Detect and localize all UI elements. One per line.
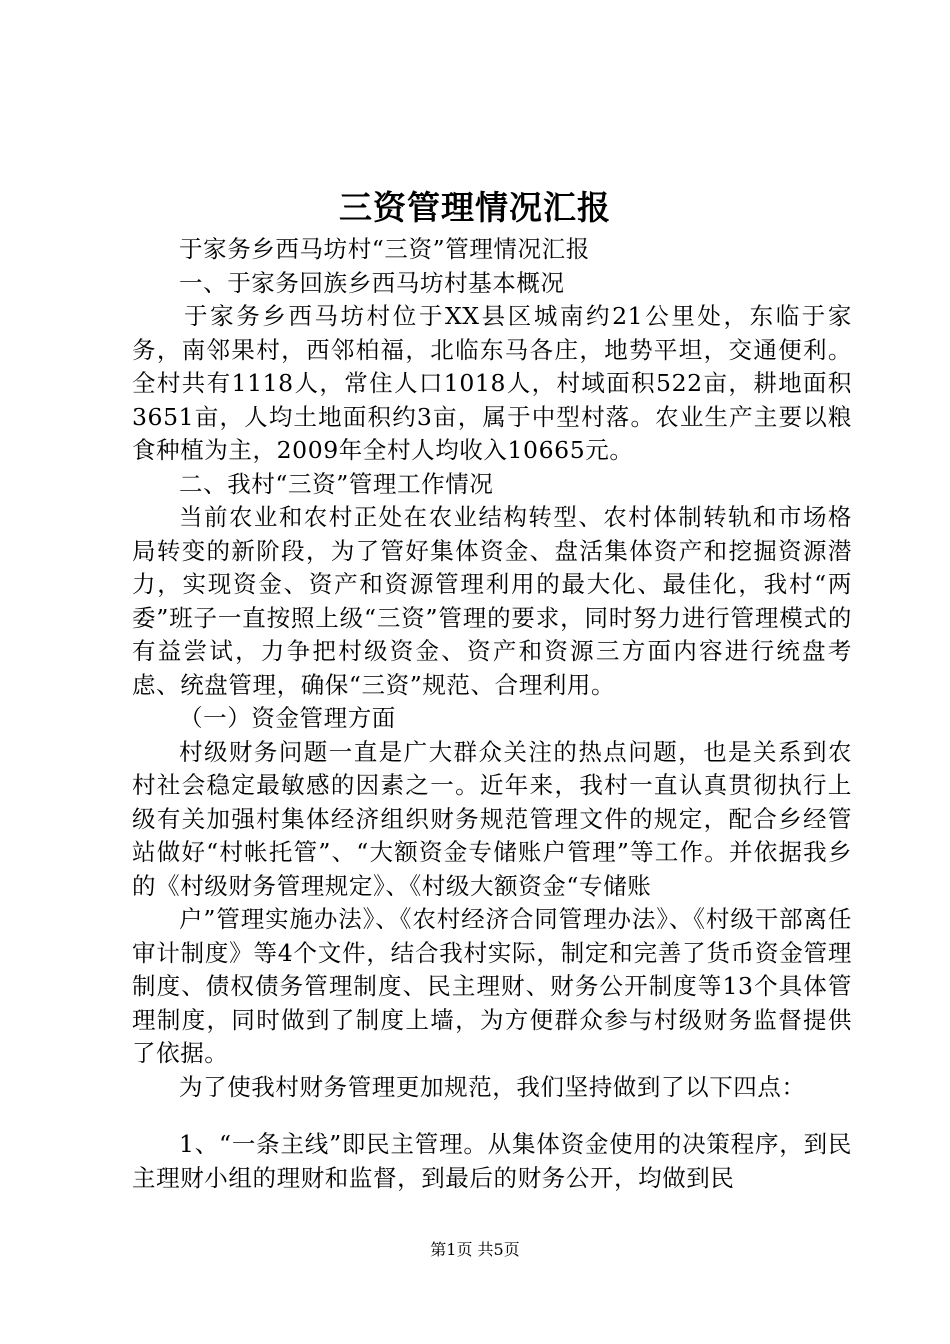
paragraph-point-one: 1、“一条主线”即民主管理。从集体资金使用的决策程序，到民主理财小组的理财和监督，到最后的财务公开，均做到民 — [132, 1130, 852, 1192]
paragraph-report-heading: 于家务乡西马坊村“三资”管理情况汇报 — [179, 235, 590, 263]
document-title: 三资管理情况汇报 — [339, 188, 611, 227]
paragraph-finance-issues: 村级财务问题一直是广大群众关注的热点问题，也是关系到农村社会稳定最敏感的因素之一。近年来，我村一直认真贯彻执行上级有关加强村集体经济组织财务规范管理文件的规定，配合乡经管站做好“村帐托管”、“大额资金专储账户管理”等工作。并依据我乡的《村级财务管理规定》、《村级大额资金“专储账 — [132, 737, 852, 900]
section-heading-work: 二、我村“三资”管理工作情况 — [179, 469, 494, 498]
paragraph-village-overview: 于家务乡西马坊村位于XX县区城南约21公里处，东临于家务，南邻果村，西邻柏福，北临东马各庄，地势平坦，交通便利。全村共有1118人，常住人口1018人，村域面积522亩，耕地面积3651亩，人均土地面积约3亩，属于中型村落。农业生产主要以粮食种植为主，2009年全村人均收入10665元。 — [132, 302, 852, 464]
page-footer: 第1页 共5页 — [430, 1240, 520, 1259]
document-body — [132, 233, 852, 1195]
paragraph-four-points-intro: 为了使我村财务管理更加规范，我们坚持做到了以下四点： — [179, 1072, 806, 1101]
section-heading-overview: 一、于家务回族乡西马坊村基本概况 — [179, 268, 565, 297]
paragraph-finance-rules: 户”管理实施办法》、《农村经济合同管理办法》、《村级干部离任审计制度》等4个文件，结合我村实际，制定和完善了货币资金管理制度、债权债务管理制度、民主理财、财务公开制度等13个具体管理制度，同时做到了制度上墙，为方便群众参与村级财务监督提供了依据。 — [132, 905, 852, 1067]
subsection-heading-funds: （一）资金管理方面 — [179, 704, 396, 732]
paragraph-work-intro: 当前农业和农村正处在农业结构转型、农村体制转轨和市场格局转变的新阶段，为了管好集体资金、盘活集体资产和挖掘资源潜力，实现资金、资产和资源管理利用的最大化、最佳化，我村“两委”班子一直按照上级“三资”管理的要求，同时努力进行管理模式的有益尝试，力争把村级资金、资产和资源三方面内容进行统盘考虑、统盘管理，确保“三资”规范、合理利用。 — [132, 503, 852, 699]
